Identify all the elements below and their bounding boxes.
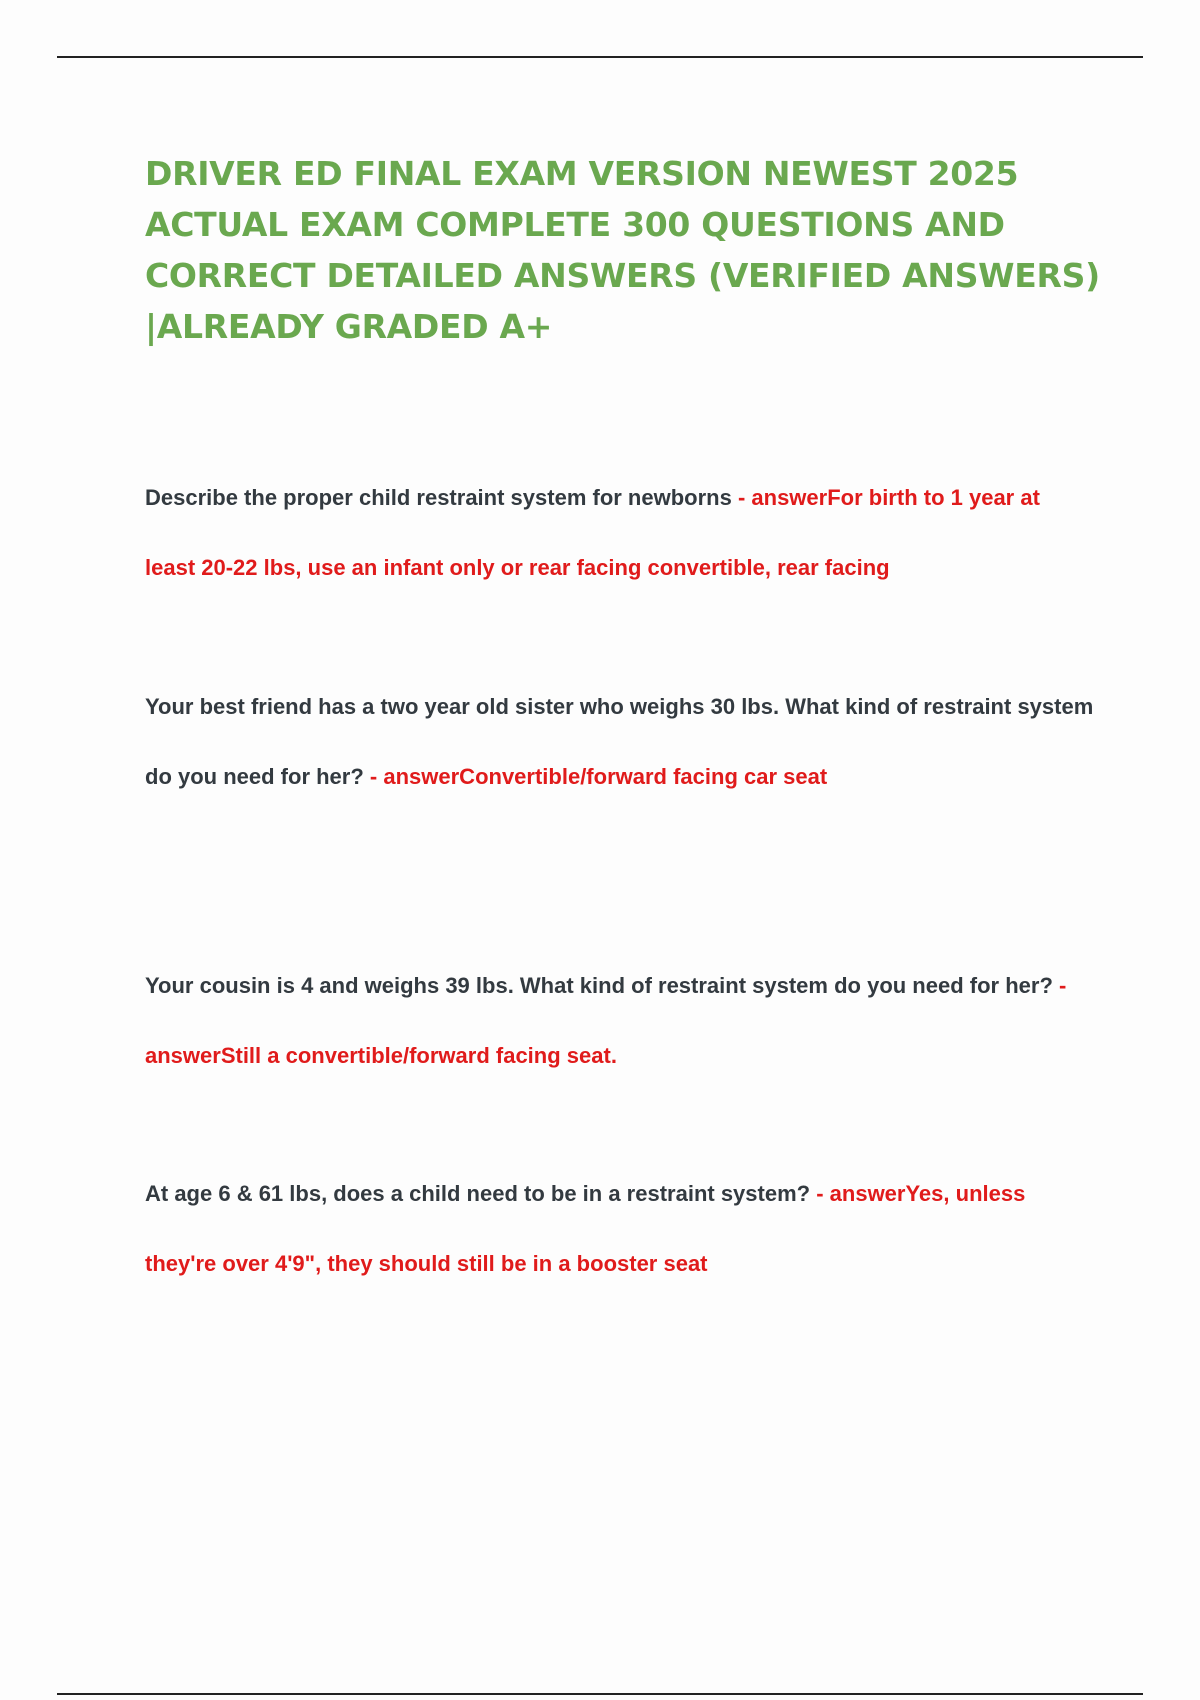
answer-text: answerFor birth to 1 year at least 20-22 lbs, use an infant only or rear facing convertible, rear facing (145, 485, 1040, 580)
answer-text: answerConvertible/forward facing car seat (383, 763, 828, 789)
question-text: Your best friend has a two year old sister who weighs 30 lbs. What kind of restraint system do you need for her? (145, 694, 1094, 789)
question-text: Your cousin is 4 and weighs 39 lbs. What kind of restraint system do you need for her? (145, 973, 1053, 998)
answer-separator: - (1052, 973, 1067, 998)
footer-rule (57, 1693, 1143, 1695)
qa-item (145, 951, 1095, 1090)
qa-item (145, 463, 1095, 602)
header-rule (57, 56, 1143, 58)
answer-separator: - (810, 1181, 830, 1206)
answer-text: answerStill a convertible/forward facing seat. (145, 1042, 617, 1068)
qa-item (145, 1159, 1095, 1298)
answer-separator: - (731, 485, 752, 510)
answer-text: answerYes, unless they're over 4'9", they should still be in a booster seat (145, 1181, 1026, 1276)
answer-separator: - (363, 763, 384, 789)
qa-item (145, 672, 1095, 811)
question-text: Describe the proper child restraint system for newborns (145, 485, 732, 510)
question-text: At age 6 & 61 lbs, does a child need to be in a restraint system? (145, 1181, 811, 1206)
document-title: DRIVER ED FINAL EXAM VERSION NEWEST 2025 ACTUAL EXAM COMPLETE 300 QUESTIONS AND CORRECT DETAILED ANSWERS (VERIFIED ANSWERS) |ALREADY GRADED A+ (145, 154, 1100, 346)
